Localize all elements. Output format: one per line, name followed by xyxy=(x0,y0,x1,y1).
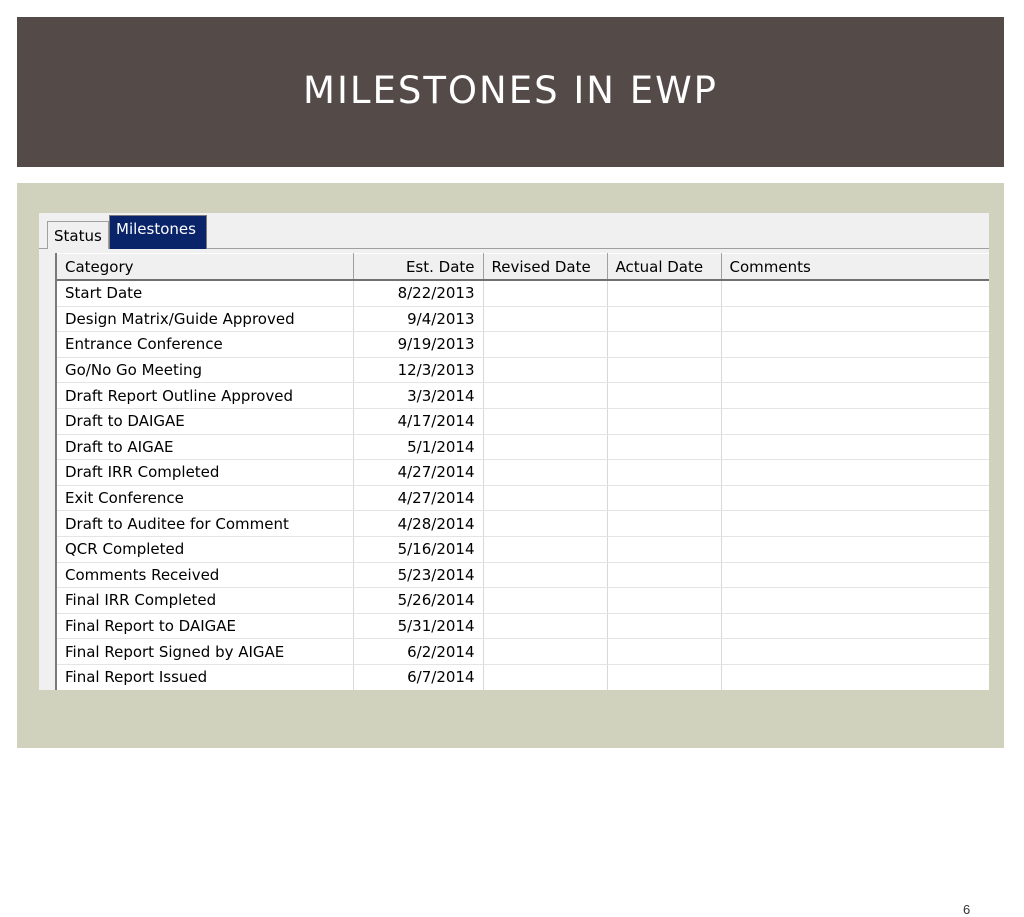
table-row[interactable] xyxy=(57,485,989,511)
category-cell[interactable]: QCR Completed xyxy=(57,536,353,562)
category-cell[interactable]: Draft Report Outline Approved xyxy=(57,383,353,409)
comments-cell[interactable] xyxy=(721,357,989,383)
table-row[interactable] xyxy=(57,280,989,306)
milestones-table xyxy=(57,253,989,690)
revised-date-cell[interactable] xyxy=(483,639,607,665)
table-row[interactable] xyxy=(57,664,989,690)
category-cell[interactable]: Draft IRR Completed xyxy=(57,460,353,486)
est-date-cell[interactable]: 4/28/2014 xyxy=(353,511,483,537)
actual-date-cell[interactable] xyxy=(607,664,721,690)
category-cell[interactable]: Final Report Issued xyxy=(57,664,353,690)
est-date-cell[interactable]: 5/16/2014 xyxy=(353,536,483,562)
est-date-cell[interactable]: 6/7/2014 xyxy=(353,664,483,690)
revised-date-cell[interactable] xyxy=(483,588,607,614)
table-row[interactable] xyxy=(57,562,989,588)
category-cell[interactable]: Draft to Auditee for Comment xyxy=(57,511,353,537)
column-header-revised-date[interactable]: Revised Date xyxy=(483,254,607,281)
est-date-cell[interactable]: 4/17/2014 xyxy=(353,408,483,434)
table-row[interactable] xyxy=(57,383,989,409)
table-row[interactable] xyxy=(57,639,989,665)
revised-date-cell[interactable] xyxy=(483,485,607,511)
header-row xyxy=(57,254,989,281)
actual-date-cell[interactable] xyxy=(607,332,721,358)
category-cell[interactable]: Draft to DAIGAE xyxy=(57,408,353,434)
app-window xyxy=(39,213,989,690)
est-date-cell[interactable]: 6/2/2014 xyxy=(353,639,483,665)
tab-status[interactable]: Status xyxy=(47,221,109,249)
est-date-cell[interactable]: 5/26/2014 xyxy=(353,588,483,614)
comments-cell[interactable] xyxy=(721,664,989,690)
category-cell[interactable]: Exit Conference xyxy=(57,485,353,511)
table-row[interactable] xyxy=(57,434,989,460)
category-cell[interactable]: Final IRR Completed xyxy=(57,588,353,614)
revised-date-cell[interactable] xyxy=(483,357,607,383)
comments-cell[interactable] xyxy=(721,562,989,588)
actual-date-cell[interactable] xyxy=(607,536,721,562)
revised-date-cell[interactable] xyxy=(483,511,607,537)
est-date-cell[interactable]: 12/3/2013 xyxy=(353,357,483,383)
actual-date-cell[interactable] xyxy=(607,306,721,332)
table-row[interactable] xyxy=(57,332,989,358)
category-cell[interactable]: Draft to AIGAE xyxy=(57,434,353,460)
actual-date-cell[interactable] xyxy=(607,280,721,306)
comments-cell[interactable] xyxy=(721,408,989,434)
category-cell[interactable]: Design Matrix/Guide Approved xyxy=(57,306,353,332)
comments-cell[interactable] xyxy=(721,485,989,511)
actual-date-cell[interactable] xyxy=(607,562,721,588)
est-date-cell[interactable]: 3/3/2014 xyxy=(353,383,483,409)
actual-date-cell[interactable] xyxy=(607,613,721,639)
est-date-cell[interactable]: 5/1/2014 xyxy=(353,434,483,460)
revised-date-cell[interactable] xyxy=(483,332,607,358)
comments-cell[interactable] xyxy=(721,511,989,537)
est-date-cell[interactable]: 4/27/2014 xyxy=(353,460,483,486)
revised-date-cell[interactable] xyxy=(483,536,607,562)
comments-cell[interactable] xyxy=(721,639,989,665)
revised-date-cell[interactable] xyxy=(483,664,607,690)
actual-date-cell[interactable] xyxy=(607,408,721,434)
revised-date-cell[interactable] xyxy=(483,383,607,409)
category-cell[interactable]: Go/No Go Meeting xyxy=(57,357,353,383)
revised-date-cell[interactable] xyxy=(483,562,607,588)
revised-date-cell[interactable] xyxy=(483,306,607,332)
comments-cell[interactable] xyxy=(721,280,989,306)
est-date-cell[interactable]: 5/31/2014 xyxy=(353,613,483,639)
table-row[interactable] xyxy=(57,408,989,434)
est-date-cell[interactable]: 8/22/2013 xyxy=(353,280,483,306)
category-cell[interactable]: Entrance Conference xyxy=(57,332,353,358)
actual-date-cell[interactable] xyxy=(607,511,721,537)
column-header-actual-date[interactable]: Actual Date xyxy=(607,254,721,281)
revised-date-cell[interactable] xyxy=(483,280,607,306)
actual-date-cell[interactable] xyxy=(607,383,721,409)
comments-cell[interactable] xyxy=(721,460,989,486)
est-date-cell[interactable]: 5/23/2014 xyxy=(353,562,483,588)
comments-cell[interactable] xyxy=(721,536,989,562)
revised-date-cell[interactable] xyxy=(483,408,607,434)
page-number: 6 xyxy=(963,902,971,917)
title-banner xyxy=(17,17,1004,167)
est-date-cell[interactable]: 4/27/2014 xyxy=(353,485,483,511)
est-date-cell[interactable]: 9/4/2013 xyxy=(353,306,483,332)
content-panel xyxy=(17,183,1004,917)
column-header-category[interactable]: Category xyxy=(57,254,353,281)
table-row[interactable] xyxy=(57,511,989,537)
table-row[interactable] xyxy=(57,613,989,639)
actual-date-cell[interactable] xyxy=(607,460,721,486)
tab-strip xyxy=(39,213,989,249)
table-row[interactable] xyxy=(57,357,989,383)
column-header-comments[interactable]: Comments xyxy=(721,254,989,281)
tab-milestones[interactable]: Milestones xyxy=(109,215,207,249)
est-date-cell[interactable]: 9/19/2013 xyxy=(353,332,483,358)
comments-cell[interactable] xyxy=(721,613,989,639)
actual-date-cell[interactable] xyxy=(607,639,721,665)
comments-cell[interactable] xyxy=(721,306,989,332)
milestones-grid xyxy=(55,253,989,690)
column-header-est-date[interactable]: Est. Date xyxy=(353,254,483,281)
revised-date-cell[interactable] xyxy=(483,460,607,486)
revised-date-cell[interactable] xyxy=(483,613,607,639)
comments-cell[interactable] xyxy=(721,588,989,614)
category-cell[interactable]: Final Report to DAIGAE xyxy=(57,613,353,639)
comments-cell[interactable] xyxy=(721,332,989,358)
comments-cell[interactable] xyxy=(721,434,989,460)
table-body xyxy=(57,280,989,690)
table-row[interactable] xyxy=(57,460,989,486)
table-row[interactable] xyxy=(57,536,989,562)
slide-title: MILESTONES IN EWP xyxy=(303,69,718,112)
category-cell[interactable]: Start Date xyxy=(57,280,353,306)
comments-cell[interactable] xyxy=(721,383,989,409)
table-row[interactable] xyxy=(57,306,989,332)
actual-date-cell[interactable] xyxy=(607,434,721,460)
actual-date-cell[interactable] xyxy=(607,357,721,383)
category-cell[interactable]: Final Report Signed by AIGAE xyxy=(57,639,353,665)
actual-date-cell[interactable] xyxy=(607,588,721,614)
table-row[interactable] xyxy=(57,588,989,614)
actual-date-cell[interactable] xyxy=(607,485,721,511)
revised-date-cell[interactable] xyxy=(483,434,607,460)
category-cell[interactable]: Comments Received xyxy=(57,562,353,588)
